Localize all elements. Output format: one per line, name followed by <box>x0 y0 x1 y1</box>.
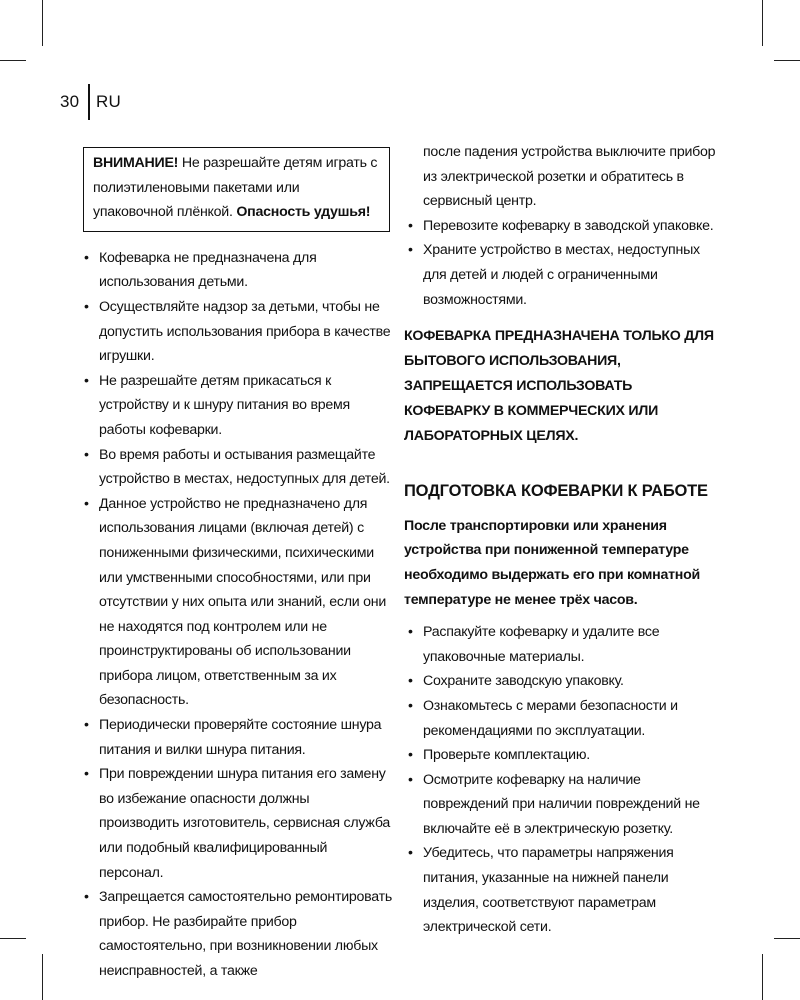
crop-mark-top-left <box>42 0 43 46</box>
left-column <box>80 147 392 984</box>
list-item: • Проверьте комплектацию. <box>404 743 720 768</box>
list-item: • Кофеварка не предназначена для использования детьми. <box>80 246 392 295</box>
crop-mark-top-right-h <box>774 60 800 61</box>
list-item: • Перевозите кофеварку в заводской упаковке. <box>404 214 720 239</box>
intro-paragraph: После транспортировки или хранения устройства при пониженной температуре необходимо выдержать его при комнатной температуре не менее трёх часов. <box>404 517 701 608</box>
list-item: • Не разрешайте детям прикасаться к устройству и к шнуру питания во время работы кофеварки. <box>80 369 392 443</box>
crop-mark-top-right <box>762 0 763 46</box>
continued-text: после падения устройства выключите прибор из электрической розетки и обратитесь в сервисный центр. <box>423 144 716 210</box>
preparation-list <box>404 620 720 940</box>
list-item: • Запрещается самостоятельно ремонтировать прибор. Не разбирайте прибор самостоятельно, при возникновении любых неисправностей, а также <box>80 885 392 983</box>
list-item: • Ознакомьтесь с мерами безопасности и рекомендациями по эксплуатации. <box>404 694 720 743</box>
section-title: ПОДГОТОВКА КОФЕВАРКИ К РАБОТЕ <box>404 482 708 501</box>
list-item: • Убедитесь, что параметры напряжения питания, указанные на нижней панели изделия, соответствуют параметрам электрической сети. <box>404 841 720 939</box>
crop-mark-bottom-left <box>42 954 43 1000</box>
page-number: 30 <box>60 92 80 111</box>
list-item: • Данное устройство не предназначено для использования лицами (включая детей) с пониженными физическими, психическими или умственными способностями, или при отсутствии у них опыта или знаний, если они не находятся под контролем или не проинструктированы об использовании прибора лицом, ответственным за их безопасность. <box>80 492 392 713</box>
household-use-notice: КОФЕВАРКА ПРЕДНАЗНАЧЕНА ТОЛЬКО ДЛЯ БЫТОВОГО ИСПОЛЬЗОВАНИЯ, ЗАПРЕЩАЕТСЯ ИСПОЛЬЗОВАТЬ КОФЕВАРКУ В КОММЕРЧЕСКИХ ИЛИ ЛАБОРАТОРНЫХ ЦЕЛЯХ. <box>404 328 714 445</box>
header-divider <box>88 84 90 120</box>
crop-mark-bottom-right-h <box>774 938 800 939</box>
list-item: • Во время работы и остывания размещайте устройство в местах, недоступных для детей. <box>80 443 392 492</box>
list-item: • Распакуйте кофеварку и удалите все упаковочные материалы. <box>404 620 720 669</box>
list-item: • Сохраните заводскую упаковку. <box>404 669 720 694</box>
crop-mark-top-left-h <box>0 60 26 61</box>
crop-mark-bottom-right <box>762 954 763 1000</box>
language-code: RU <box>96 92 121 111</box>
list-item: • При повреждении шнура питания его замену во избежание опасности должны производить изготовитель, сервисная служба или подобный квалифицированный персонал. <box>80 762 392 885</box>
transport-list <box>404 214 720 312</box>
warning-box <box>83 147 390 232</box>
safety-list <box>80 246 392 984</box>
warning-label: ВНИМАНИЕ! <box>93 155 179 171</box>
list-item: • Осмотрите кофеварку на наличие повреждений при наличии повреждений не включайте её в электрическую розетку. <box>404 768 720 842</box>
right-column <box>404 140 720 940</box>
warning-text: Не разрешайте детям играть с полиэтиленовыми пакетами или упаковочной плёнкой. <box>93 155 378 221</box>
crop-mark-bottom-left-h <box>0 938 26 939</box>
list-item: • Периодически проверяйте состояние шнура питания и вилки шнура питания. <box>80 713 392 762</box>
warning-emphasis: Опасность удушья! <box>236 204 371 221</box>
list-item: • Храните устройство в местах, недоступных для детей и людей с ограниченными возможностями. <box>404 238 720 312</box>
list-item: • Осуществляйте надзор за детьми, чтобы не допустить использования прибора в качестве игрушки. <box>80 295 392 369</box>
